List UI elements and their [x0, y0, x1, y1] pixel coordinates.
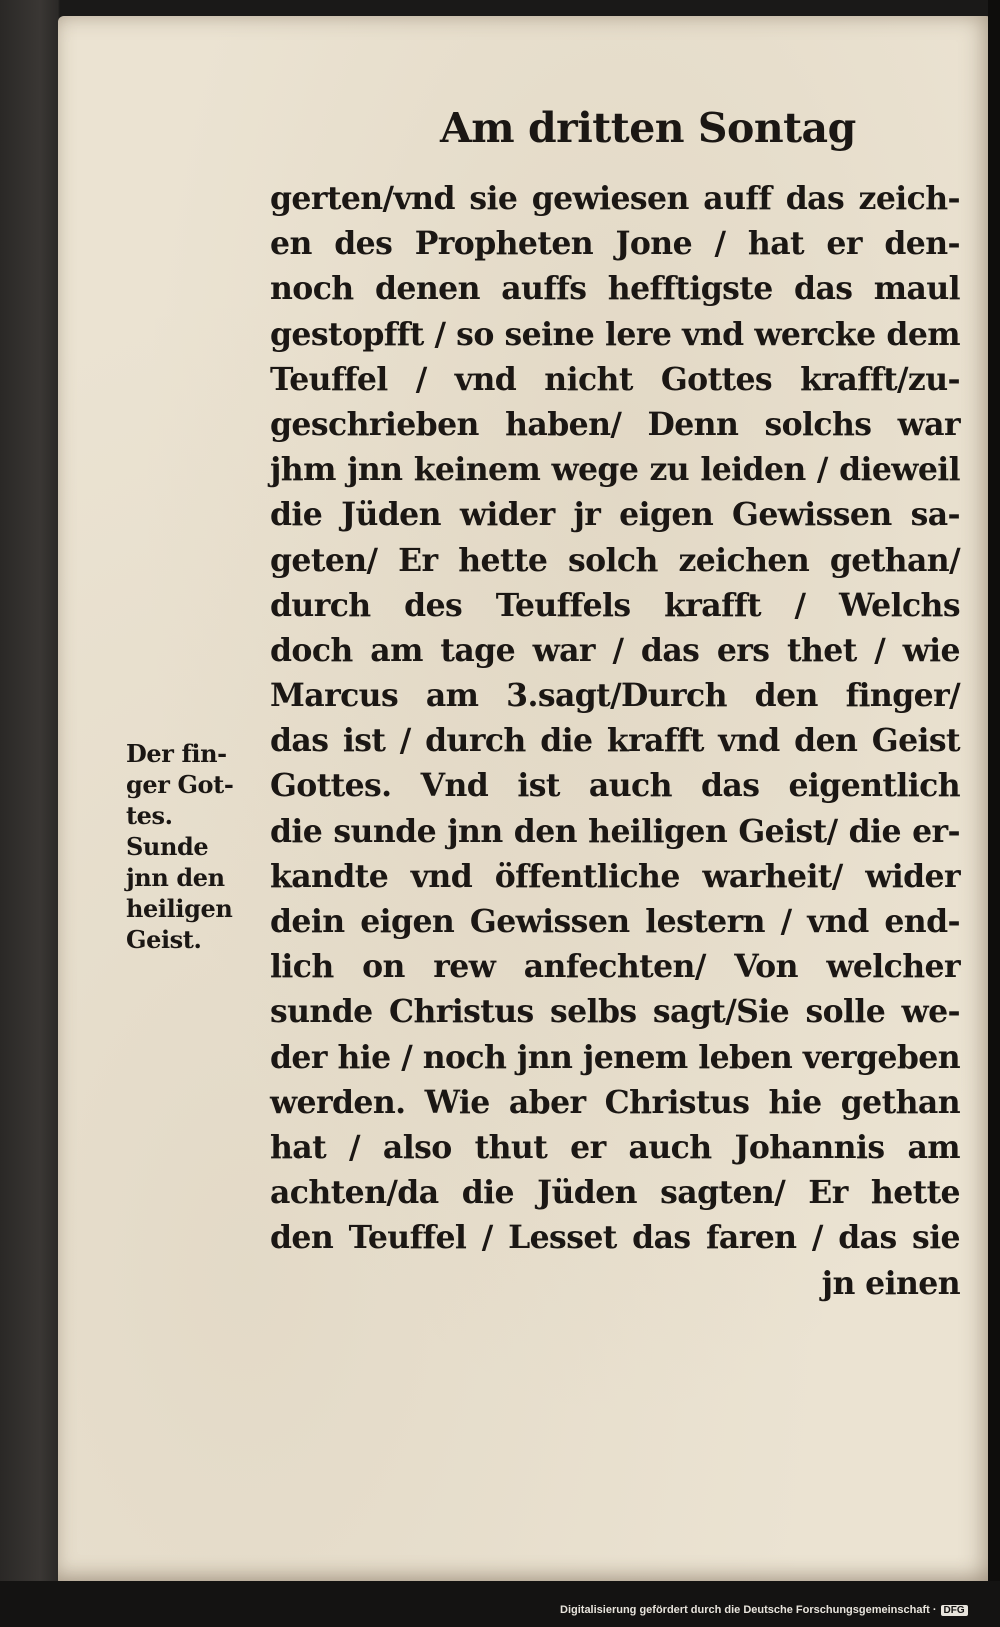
marginal-line: Geist.	[126, 925, 202, 954]
text-line: Gottes. Vnd ist auch das eigentlich	[270, 767, 960, 805]
text-line: kandte vnd öffentliche warheit/ wider	[270, 857, 960, 895]
text-line: gerten/vnd sie gewiesen auff das zeich-	[270, 180, 960, 217]
dfg-logo: DFG	[941, 1605, 968, 1616]
text-line: en des Propheten Jone / hat er den-	[270, 225, 960, 263]
catchword: jn einen	[821, 1264, 960, 1302]
text-line: gestopfft / so seine lere vnd wercke dem	[270, 315, 960, 353]
text-line: das ist / durch die krafft vnd den Geist	[270, 722, 960, 760]
text-line: die Jüden wider jr eigen Gewissen sa-	[270, 496, 960, 534]
marginal-line: tes.	[126, 801, 173, 830]
marginal-line: Sunde	[126, 832, 209, 861]
digitization-credit	[560, 1604, 968, 1616]
text-line: werden. Wie aber Christus hie gethan	[270, 1083, 960, 1121]
text-line: den Teuffel / Lesset das faren / das sie	[270, 1219, 960, 1257]
credit-text: Digitalisierung gefördert durch die Deutsche Forschungsgemeinschaft ·	[560, 1604, 937, 1616]
text-line: doch am tage war / das ers thet / wie	[270, 631, 960, 669]
marginal-line: heiligen	[126, 894, 233, 923]
marginal-line: ger Got-	[126, 770, 234, 799]
body-text	[270, 176, 960, 1306]
scan-edge	[988, 0, 1000, 1627]
text-line: Teuffel / vnd nicht Gottes krafft/zu-	[270, 360, 960, 398]
text-line: durch des Teuffels krafft / Welchs	[270, 586, 960, 624]
text-line: Marcus am 3.sagt/Durch den finger/	[270, 677, 960, 715]
marginal-line: Der fin-	[126, 739, 227, 768]
text-line: jhm jnn keinem wege zu leiden / dieweil	[270, 451, 960, 489]
text-line: achten/da die Jüden sagten/ Er hette	[270, 1174, 960, 1212]
text-line: sunde Christus selbs sagt/Sie solle we-	[270, 993, 960, 1031]
text-line: dein eigen Gewissen lestern / vnd end-	[270, 903, 960, 940]
marginal-note	[126, 738, 266, 955]
text-line: die sunde jnn den heiligen Geist/ die er-	[270, 812, 960, 850]
text-line: der hie / noch jnn jenem leben vergeben	[270, 1038, 960, 1076]
text-line: hat / also thut er auch Johannis am	[270, 1128, 960, 1166]
marginal-line: jnn den	[126, 863, 225, 892]
text-line: geschrieben haben/ Denn solchs war	[270, 405, 960, 443]
text-line: noch denen auffs hefftigste das maul	[270, 270, 960, 308]
running-head: Am dritten Sontag	[440, 104, 856, 152]
text-line: lich on rew anfechten/ Von welcher	[270, 948, 960, 986]
text-line: geten/ Er hette solch zeichen gethan/	[270, 541, 960, 579]
